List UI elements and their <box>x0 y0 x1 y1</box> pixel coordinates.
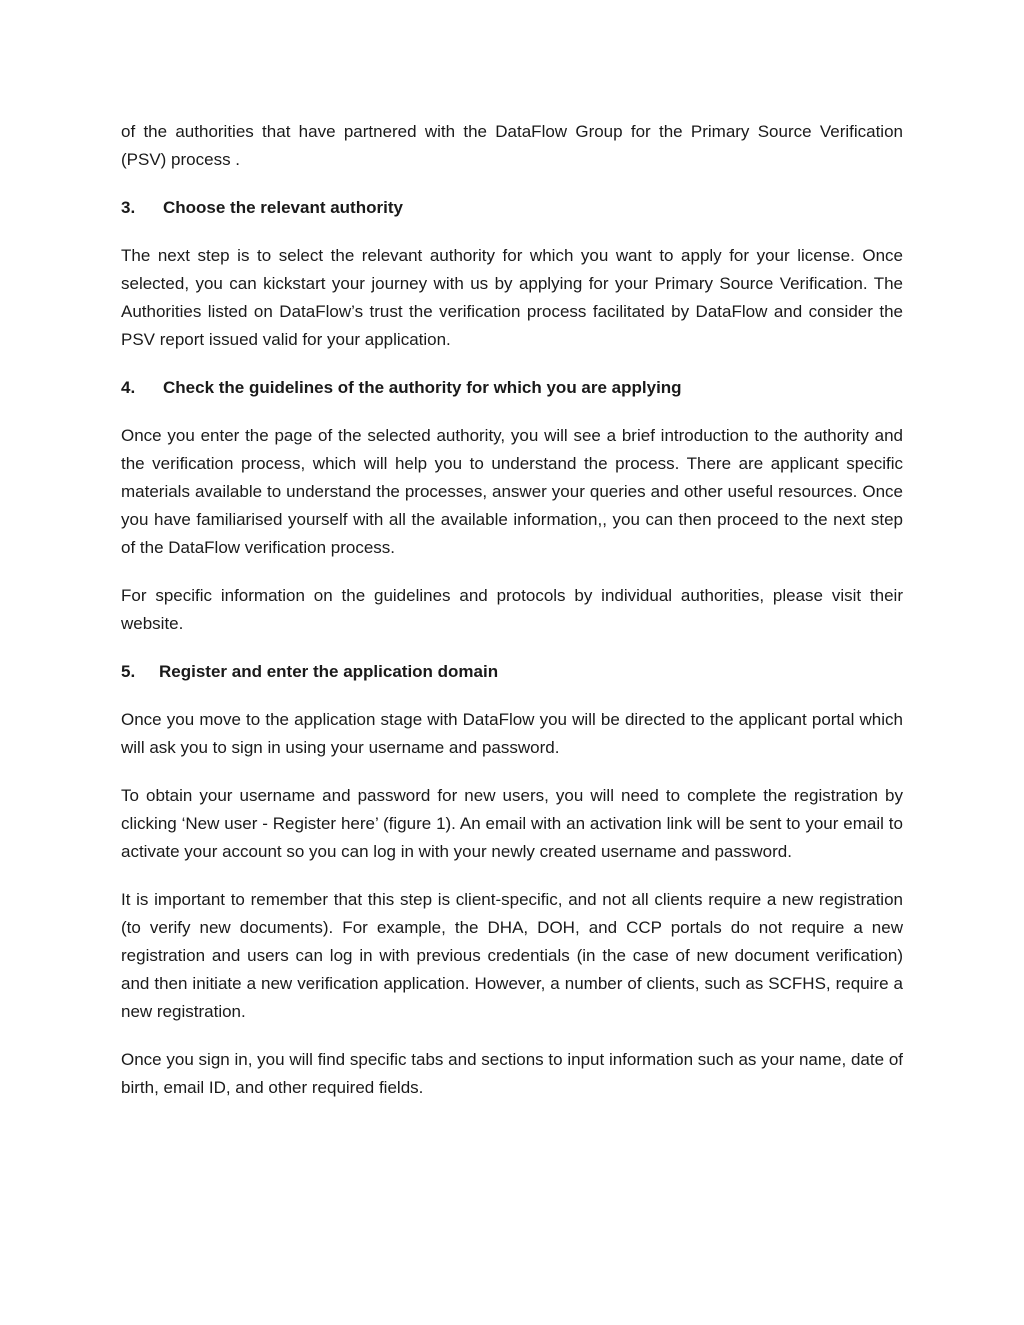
obtain-credentials-paragraph: To obtain your username and password for new users, you will need to complete the registration by clicking ‘New user - Register here’ (figure 1). An email with an activation link will be sent to your email to activate your account so you can log in with your newly created username and password. <box>121 786 903 861</box>
section-number: 4. <box>121 378 136 397</box>
document-page <box>121 118 903 1122</box>
section-title: Choose the relevant authority <box>163 198 403 217</box>
section-4-heading <box>121 374 903 402</box>
intro-paragraph: of the authorities that have partnered with the DataFlow Group for the Primary Source Verification (PSV) process . <box>121 122 903 169</box>
specific-info-paragraph: For specific information on the guidelines and protocols by individual authorities, please visit their website. <box>121 586 903 633</box>
sign-in-paragraph: Once you sign in, you will find specific tabs and sections to input information such as your name, date of birth, email ID, and other required fields. <box>121 1050 903 1097</box>
section-5-heading <box>121 658 903 686</box>
section-number: 3. <box>121 198 136 217</box>
section-number: 5. <box>121 662 136 681</box>
guidelines-paragraph: Once you enter the page of the selected authority, you will see a brief introduction to the authority and the verification process, which will help you to understand the process. There are applicant specific materials available to understand the processes, answer your queries and other useful resources. Once you have familiarised yourself with all the available information,, you can then proceed to the next step of the DataFlow verification process. <box>121 426 903 557</box>
portal-paragraph: Once you move to the application stage with DataFlow you will be directed to the applicant portal which will ask you to sign in using your username and password. <box>121 710 903 757</box>
section-title: Check the guidelines of the authority for which you are applying <box>163 378 682 397</box>
section-title: Register and enter the application domain <box>159 662 499 681</box>
client-specific-paragraph: It is important to remember that this step is client-specific, and not all clients require a new registration (to verify new documents). For example, the DHA, DOH, and CCP portals do not require a new registration and users can log in with previous credentials (in the case of new document verification) and then initiate a new verification application. However, a number of clients, such as SCFHS, require a new registration. <box>121 890 903 1021</box>
select-authority-paragraph: The next step is to select the relevant authority for which you want to apply for your license. Once selected, you can kickstart your journey with us by applying for your Primary Source Verification. The Authorities listed on DataFlow’s trust the verification process facilitated by DataFlow and consider the PSV report issued valid for your application. <box>121 246 903 349</box>
section-3-heading <box>121 194 903 222</box>
